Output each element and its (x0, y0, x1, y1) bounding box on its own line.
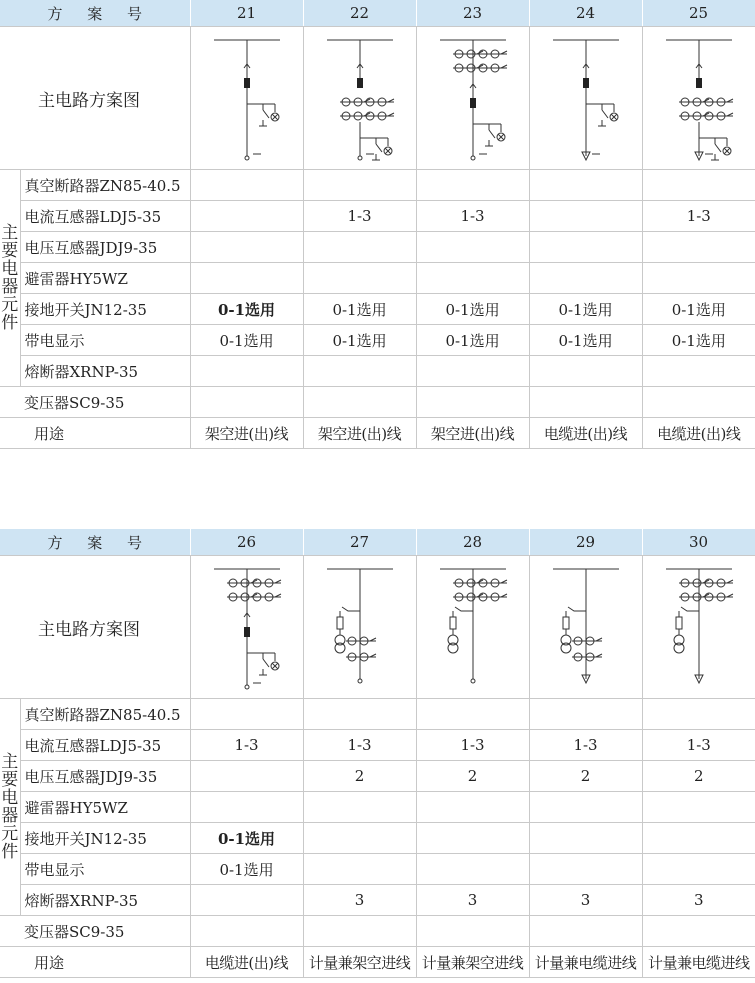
component-value (190, 170, 303, 201)
scheme-header-label: 方 案 号 (0, 0, 190, 27)
circuit-diagram (642, 556, 755, 699)
component-value (190, 699, 303, 730)
circuit-schematic-icon (315, 32, 405, 164)
circuit-schematic-icon (541, 32, 631, 164)
scheme-header-label: 方 案 号 (0, 529, 190, 556)
group-label-char: 要 (1, 241, 19, 261)
circuit-schematic-icon (654, 561, 744, 693)
scheme-number: 26 (190, 529, 303, 556)
component-name: 电流互感器LDJ5-35 (20, 201, 190, 232)
component-value: 3 (416, 885, 529, 916)
component-row (0, 730, 755, 761)
usage-label: 用途 (0, 418, 190, 449)
component-row (0, 356, 755, 387)
component-name: 熔断器XRNP-35 (20, 356, 190, 387)
component-value: 0-1选用 (190, 325, 303, 356)
transformer-value (529, 916, 642, 947)
component-value (416, 356, 529, 387)
component-name: 带电显示 (20, 325, 190, 356)
circuit-diagram (416, 556, 529, 699)
component-value: 0-1选用 (529, 325, 642, 356)
component-value: 3 (529, 885, 642, 916)
transformer-value (642, 387, 755, 418)
usage-row (0, 418, 755, 449)
component-value (190, 792, 303, 823)
transformer-label: 变压器SC9-35 (0, 387, 190, 418)
component-value (529, 823, 642, 854)
component-row (0, 325, 755, 356)
component-name: 真空断路器ZN85-40.5 (20, 699, 190, 730)
scheme-number: 28 (416, 529, 529, 556)
component-value (303, 170, 416, 201)
component-row (0, 699, 755, 730)
component-value (529, 263, 642, 294)
usage-row (0, 947, 755, 978)
component-value: 1-3 (642, 730, 755, 761)
circuit-schematic-icon (428, 561, 518, 693)
circuit-schematic-icon (202, 561, 292, 693)
component-value: 1-3 (529, 730, 642, 761)
circuit-schematic-icon (541, 561, 631, 693)
component-row (0, 263, 755, 294)
component-name: 电流互感器LDJ5-35 (20, 730, 190, 761)
scheme-number: 30 (642, 529, 755, 556)
group-label-char: 主 (1, 752, 19, 772)
transformer-value (642, 916, 755, 947)
component-value (303, 263, 416, 294)
component-value (642, 854, 755, 885)
component-value: 2 (303, 761, 416, 792)
component-value (529, 356, 642, 387)
component-value (303, 854, 416, 885)
component-row (0, 761, 755, 792)
group-label-char: 元 (1, 824, 19, 844)
circuit-diagram (416, 27, 529, 170)
component-value (416, 170, 529, 201)
usage-value: 计量兼电缆进线 (642, 947, 755, 978)
group-label-char: 电 (1, 259, 19, 279)
component-value: 3 (642, 885, 755, 916)
component-value: 0-1选用 (303, 325, 416, 356)
component-value: 1-3 (642, 201, 755, 232)
component-row (0, 232, 755, 263)
circuit-schematic-icon (654, 32, 744, 164)
component-value: 0-1选用 (642, 294, 755, 325)
scheme-number: 23 (416, 0, 529, 27)
component-value (190, 201, 303, 232)
component-row (0, 201, 755, 232)
component-value: 2 (416, 761, 529, 792)
transformer-label: 变压器SC9-35 (0, 916, 190, 947)
component-value: 1-3 (303, 730, 416, 761)
group-label-char: 元 (1, 295, 19, 315)
circuit-diagram (303, 556, 416, 699)
scheme-number: 22 (303, 0, 416, 27)
component-value (303, 356, 416, 387)
scheme-number: 24 (529, 0, 642, 27)
component-value (529, 232, 642, 263)
scheme-table-2 (0, 529, 755, 978)
circuit-diagram (303, 27, 416, 170)
usage-value: 架空进(出)线 (303, 418, 416, 449)
component-name: 避雷器HY5WZ (20, 263, 190, 294)
component-value: 1-3 (190, 730, 303, 761)
component-name: 熔断器XRNP-35 (20, 885, 190, 916)
group-label-char: 器 (1, 806, 19, 826)
component-name: 避雷器HY5WZ (20, 792, 190, 823)
circuit-schematic-icon (202, 32, 292, 164)
component-value: 0-1选用 (529, 294, 642, 325)
component-value: 2 (529, 761, 642, 792)
scheme-number: 21 (190, 0, 303, 27)
component-value (303, 823, 416, 854)
group-label (0, 170, 20, 387)
circuit-schematic-icon (315, 561, 405, 693)
component-value: 0-1选用 (642, 325, 755, 356)
usage-value: 架空进(出)线 (416, 418, 529, 449)
usage-value: 计量兼电缆进线 (529, 947, 642, 978)
group-label-char: 主 (1, 223, 19, 243)
usage-value: 计量兼架空进线 (416, 947, 529, 978)
component-name: 真空断路器ZN85-40.5 (20, 170, 190, 201)
circuit-diagram (190, 556, 303, 699)
component-value (416, 792, 529, 823)
transformer-row (0, 916, 755, 947)
group-label-char: 器 (1, 277, 19, 297)
component-value: 0-1选用 (190, 294, 303, 325)
transformer-value (303, 916, 416, 947)
component-value (642, 263, 755, 294)
usage-value: 计量兼架空进线 (303, 947, 416, 978)
transformer-value (416, 387, 529, 418)
component-value (416, 854, 529, 885)
component-value (190, 232, 303, 263)
diagram-row-label: 主电路方案图 (0, 27, 190, 170)
component-value (416, 232, 529, 263)
component-value (416, 699, 529, 730)
component-value: 3 (303, 885, 416, 916)
component-value: 1-3 (303, 201, 416, 232)
transformer-value (529, 387, 642, 418)
component-value: 0-1选用 (190, 854, 303, 885)
component-value (529, 854, 642, 885)
component-value (529, 699, 642, 730)
component-value (190, 761, 303, 792)
component-value (416, 823, 529, 854)
usage-value: 电缆进(出)线 (642, 418, 755, 449)
component-row (0, 170, 755, 201)
component-value (642, 792, 755, 823)
component-value (529, 792, 642, 823)
usage-label: 用途 (0, 947, 190, 978)
component-value (416, 263, 529, 294)
component-name: 电压互感器JDJ9-35 (20, 232, 190, 263)
component-value (190, 885, 303, 916)
component-value (642, 356, 755, 387)
group-label (0, 699, 20, 916)
scheme-number: 29 (529, 529, 642, 556)
component-value: 1-3 (416, 730, 529, 761)
diagram-row-label: 主电路方案图 (0, 556, 190, 699)
transformer-row (0, 387, 755, 418)
usage-value: 电缆进(出)线 (529, 418, 642, 449)
component-value: 0-1选用 (190, 823, 303, 854)
scheme-number: 27 (303, 529, 416, 556)
circuit-diagram (529, 556, 642, 699)
transformer-value (190, 387, 303, 418)
component-value (303, 792, 416, 823)
component-value (642, 823, 755, 854)
component-name: 带电显示 (20, 854, 190, 885)
usage-value: 电缆进(出)线 (190, 947, 303, 978)
transformer-value (416, 916, 529, 947)
component-value (529, 201, 642, 232)
component-row (0, 792, 755, 823)
component-value (303, 232, 416, 263)
circuit-schematic-icon (428, 32, 518, 164)
group-label-char: 件 (1, 842, 19, 862)
scheme-number: 25 (642, 0, 755, 27)
component-value: 2 (642, 761, 755, 792)
component-row (0, 885, 755, 916)
component-name: 电压互感器JDJ9-35 (20, 761, 190, 792)
component-value: 0-1选用 (303, 294, 416, 325)
component-row (0, 294, 755, 325)
group-label-char: 件 (1, 313, 19, 333)
circuit-diagram (190, 27, 303, 170)
component-row (0, 823, 755, 854)
transformer-value (303, 387, 416, 418)
component-value: 0-1选用 (416, 325, 529, 356)
component-value (303, 699, 416, 730)
group-label-char: 要 (1, 770, 19, 790)
component-value (642, 232, 755, 263)
component-name: 接地开关JN12-35 (20, 823, 190, 854)
component-value: 0-1选用 (416, 294, 529, 325)
component-name: 接地开关JN12-35 (20, 294, 190, 325)
scheme-table-1 (0, 0, 755, 449)
group-label-char: 电 (1, 788, 19, 808)
component-value: 1-3 (416, 201, 529, 232)
component-value (642, 170, 755, 201)
component-value (642, 699, 755, 730)
circuit-diagram (529, 27, 642, 170)
component-value (190, 263, 303, 294)
component-value (529, 170, 642, 201)
component-value (190, 356, 303, 387)
component-row (0, 854, 755, 885)
usage-value: 架空进(出)线 (190, 418, 303, 449)
transformer-value (190, 916, 303, 947)
circuit-diagram (642, 27, 755, 170)
